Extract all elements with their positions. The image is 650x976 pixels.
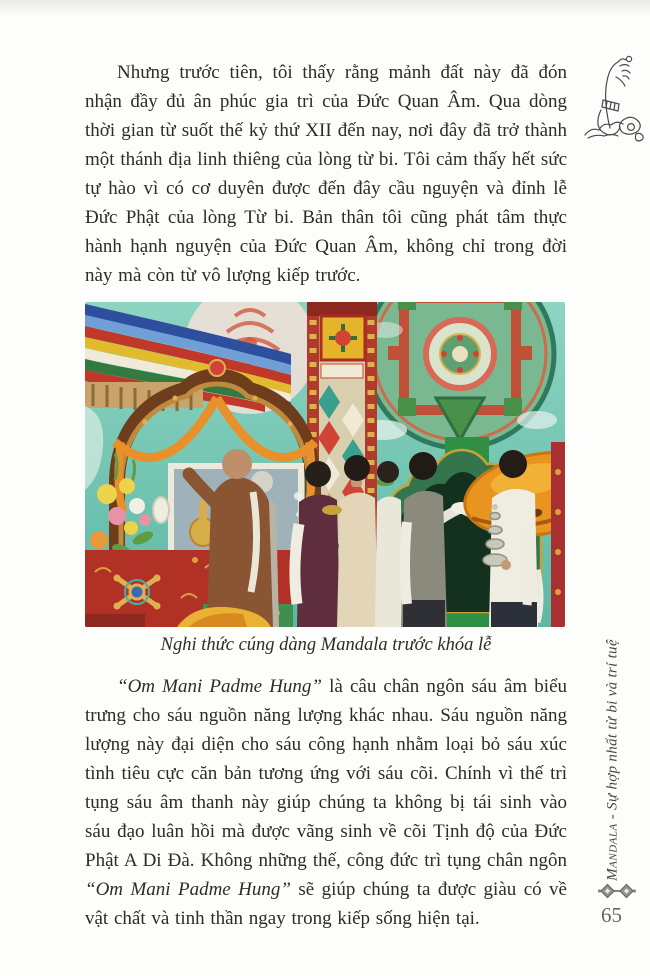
paragraph-2-text-b: sẽ giúp chúng ta được giàu có về vật chất và tinh thần ngay trong kiếp sống hiện tại. [85,879,567,929]
book-title: Mandala [604,823,621,881]
running-footer-vertical [605,639,622,881]
page-number: 65 [601,903,622,927]
paragraph-2-text-a: là câu chân ngôn sáu âm biểu trưng cho sáu nguồn năng lượng khác nhau. Sáu nguồn năng lượng này đại diện cho sáu công hạnh nhằm loại bỏ sáu xúc tình tiêu cực căn bản tương ứng với sáu cõi. Chính vì thế trì tụng sáu âm thanh này giúp chúng ta không bị tái sinh vào sáu đạo luân hồi mà được vãng sinh về cõi Tịnh độ của Đức Phật A Di Đà. Không những thế, công đức trì tụng chân ngôn [85,676,567,871]
ceremony-photo [85,302,565,627]
photo-caption: Nghi thức cúng dàng Mandala trước khóa lễ [160,635,492,655]
paragraph-2 [85,672,567,933]
right-textile-strip [551,442,565,627]
mantra-quote: “Om Mani Padme Hung” [85,879,291,900]
mantra-quote: “Om Mani Padme Hung” [117,676,323,697]
scan-shadow-top [0,0,650,16]
double-vajra-ornament-icon [597,882,637,900]
hand-mudra-clouds-icon [580,50,646,142]
sidebar-separator: - [604,809,621,824]
book-subtitle: Sự hợp nhất từ bi và trí tuệ [604,639,621,810]
paragraph-1: Nhưng trước tiên, tôi thấy rằng mảnh đất này đã đón nhận đầy đủ ân phúc gia trì của Đức Quan Âm. Qua dòng thời gian từ suốt thế kỷ thứ XII đến nay, nơi đây đã trở thành một thánh địa linh thiêng của lòng từ bi. Tôi cảm thấy hết sức tự hào vì có cơ duyên được đến đây cầu nguyện và đỉnh lễ Đức Phật của lòng Từ bi. Bản thân tôi cũng phát tâm thực hành hạnh nguyện của Đức Quan Âm, không chỉ trong đời này mà còn từ vô lượng kiếp trước. [85,62,567,286]
